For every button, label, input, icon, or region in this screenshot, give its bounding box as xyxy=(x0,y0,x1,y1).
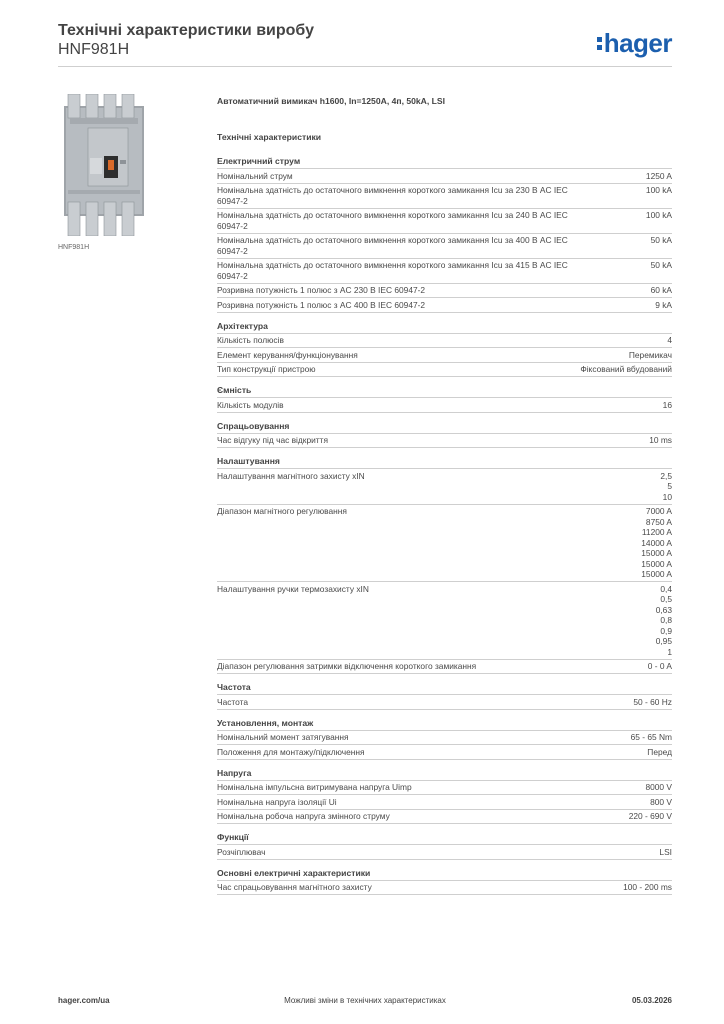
spec-label: Налаштування ручки термозахисту xIN xyxy=(217,583,369,594)
section-title: Електричний струм xyxy=(217,156,672,169)
spec-label: Номінальна здатність до остаточного вимкнення короткого замикання Icu за 230 В AC IEC 60947-2 xyxy=(217,185,568,206)
spec-value: 100 kA xyxy=(645,210,672,220)
spec-row xyxy=(217,731,672,746)
footer-date: 05.03.2026 xyxy=(631,996,672,1005)
spec-section xyxy=(217,156,672,313)
spec-row xyxy=(217,695,672,710)
spec-row xyxy=(217,881,672,896)
spec-row xyxy=(217,660,672,675)
spec-label: Номінальна здатність до остаточного вимкнення короткого замикання Icu за 400 В AC IEC 60947-2 xyxy=(217,235,568,256)
spec-section xyxy=(217,682,672,710)
product-description: Автоматичний вимикач h1600, In=1250A, 4п, 50kA, LSI xyxy=(217,96,446,106)
spec-value: 800 V xyxy=(650,796,672,807)
tech-characteristics-title: Технічні характеристики xyxy=(217,132,322,142)
footer-website: hager.com/ua xyxy=(58,996,110,1005)
section-title: Частота xyxy=(217,682,672,695)
spec-sections xyxy=(217,156,672,895)
spec-value: 50 kA xyxy=(650,260,672,270)
spec-label: Час відгуку під час відкриття xyxy=(217,435,329,445)
spec-value: Фіксований вбудований xyxy=(580,364,672,374)
header-divider xyxy=(58,66,672,67)
spec-row xyxy=(217,209,672,234)
spec-label: Номінальна робоча напруга змінного струму xyxy=(217,811,390,821)
spec-value: 1250 A xyxy=(645,170,672,181)
spec-value: 7000 A 8750 A 11200 A 14000 A 15000 A 15000 A 15000 A xyxy=(641,506,672,579)
spec-value: LSI xyxy=(659,846,672,857)
spec-label: Частота xyxy=(217,696,249,707)
page-header xyxy=(58,22,672,64)
spec-label: Положення для монтажу/підключення xyxy=(217,746,365,757)
spec-row xyxy=(217,298,672,313)
spec-label: Номінальна здатність до остаточного вимкнення короткого замикання Icu за 415 В AC IEC 60947-2 xyxy=(217,260,568,281)
spec-section xyxy=(217,321,672,378)
spec-value: 8000 V xyxy=(645,782,672,792)
spec-value: 65 - 65 Nm xyxy=(630,732,672,742)
spec-value: Перед xyxy=(647,746,672,757)
circuit-breaker-image xyxy=(60,94,148,236)
spec-row xyxy=(217,234,672,259)
spec-row xyxy=(217,469,672,505)
spec-row xyxy=(217,745,672,760)
spec-label: Номінальна здатність до остаточного вимкнення короткого замикання Icu за 240 В AC IEC 60947-2 xyxy=(217,210,568,231)
spec-label: Діапазон регулювання затримки відключення короткого замикання xyxy=(217,661,477,671)
spec-value: 9 kA xyxy=(655,299,672,310)
spec-label: Розривна потужність 1 полюс з AC 230 В IEC 60947-2 xyxy=(217,285,426,295)
spec-value: Перемикач xyxy=(628,349,672,360)
spec-row xyxy=(217,184,672,209)
section-title: Налаштування xyxy=(217,456,672,469)
spec-row xyxy=(217,348,672,363)
page-title: Технічні характеристики виробу xyxy=(58,22,314,39)
section-title: Архітектура xyxy=(217,321,672,334)
logo-dots-icon xyxy=(597,37,602,53)
spec-row xyxy=(217,169,672,184)
spec-row xyxy=(217,259,672,284)
spec-value: 220 - 690 V xyxy=(628,811,672,821)
spec-label: Час спрацьовування магнітного захисту xyxy=(217,882,372,892)
spec-row xyxy=(217,284,672,299)
section-title: Ємність xyxy=(217,385,672,398)
spec-row xyxy=(217,363,672,378)
spec-label: Діапазон магнітного регулювання xyxy=(217,506,347,516)
spec-section xyxy=(217,832,672,860)
spec-label: Кількість модулів xyxy=(217,399,284,410)
spec-value: 100 kA xyxy=(645,185,672,195)
spec-value: 100 - 200 ms xyxy=(623,882,672,892)
footer-note: Можливі зміни в технічних характеристиках xyxy=(284,996,446,1005)
spec-value: 0 - 0 A xyxy=(647,661,672,671)
spec-value: 50 - 60 Hz xyxy=(633,696,672,707)
section-title: Спрацьовування xyxy=(217,421,672,434)
spec-label: Тип конструкції пристрою xyxy=(217,364,316,374)
spec-section xyxy=(217,456,672,674)
spec-content xyxy=(217,96,672,903)
spec-row xyxy=(217,505,672,583)
spec-row xyxy=(217,398,672,413)
spec-row xyxy=(217,334,672,349)
spec-value: 10 ms xyxy=(649,435,672,445)
spec-row xyxy=(217,810,672,825)
spec-label: Номінальний струм xyxy=(217,170,293,181)
spec-value: 4 xyxy=(667,335,672,345)
section-title: Напруга xyxy=(217,768,672,781)
spec-row xyxy=(217,781,672,796)
spec-section xyxy=(217,385,672,413)
section-title: Основні електричні характеристики xyxy=(217,868,672,881)
spec-row xyxy=(217,845,672,860)
spec-value: 0,4 0,5 0,63 0,8 0,9 0,95 1 xyxy=(655,583,672,657)
spec-row xyxy=(217,795,672,810)
spec-value: 50 kA xyxy=(650,235,672,245)
spec-label: Елемент керування/функціонування xyxy=(217,349,358,360)
product-code: HNF981H xyxy=(58,41,130,58)
hager-logo: hager xyxy=(597,28,672,59)
spec-label: Номінальний момент затягування xyxy=(217,732,349,742)
spec-label: Номінальна напруга ізоляції Ui xyxy=(217,796,337,807)
spec-section xyxy=(217,768,672,825)
spec-value: 16 xyxy=(662,399,672,410)
section-title: Функції xyxy=(217,832,672,845)
section-title: Установлення, монтаж xyxy=(217,718,672,731)
spec-value: 60 kA xyxy=(650,285,672,295)
spec-label: Номінальна імпульсна витримувана напруга Uimp xyxy=(217,782,412,792)
spec-section xyxy=(217,718,672,760)
spec-label: Розривна потужність 1 полюс з AC 400 В IEC 60947-2 xyxy=(217,299,426,310)
spec-label: Розчіплювач xyxy=(217,846,266,857)
spec-label: Налаштування магнітного захисту xIN xyxy=(217,470,365,481)
spec-label: Кількість полюсів xyxy=(217,335,284,345)
spec-section xyxy=(217,868,672,896)
spec-value: 2,5 5 10 xyxy=(660,470,672,502)
image-caption: HNF981H xyxy=(58,244,90,251)
spec-row xyxy=(217,582,672,660)
spec-section xyxy=(217,421,672,449)
spec-row xyxy=(217,434,672,449)
